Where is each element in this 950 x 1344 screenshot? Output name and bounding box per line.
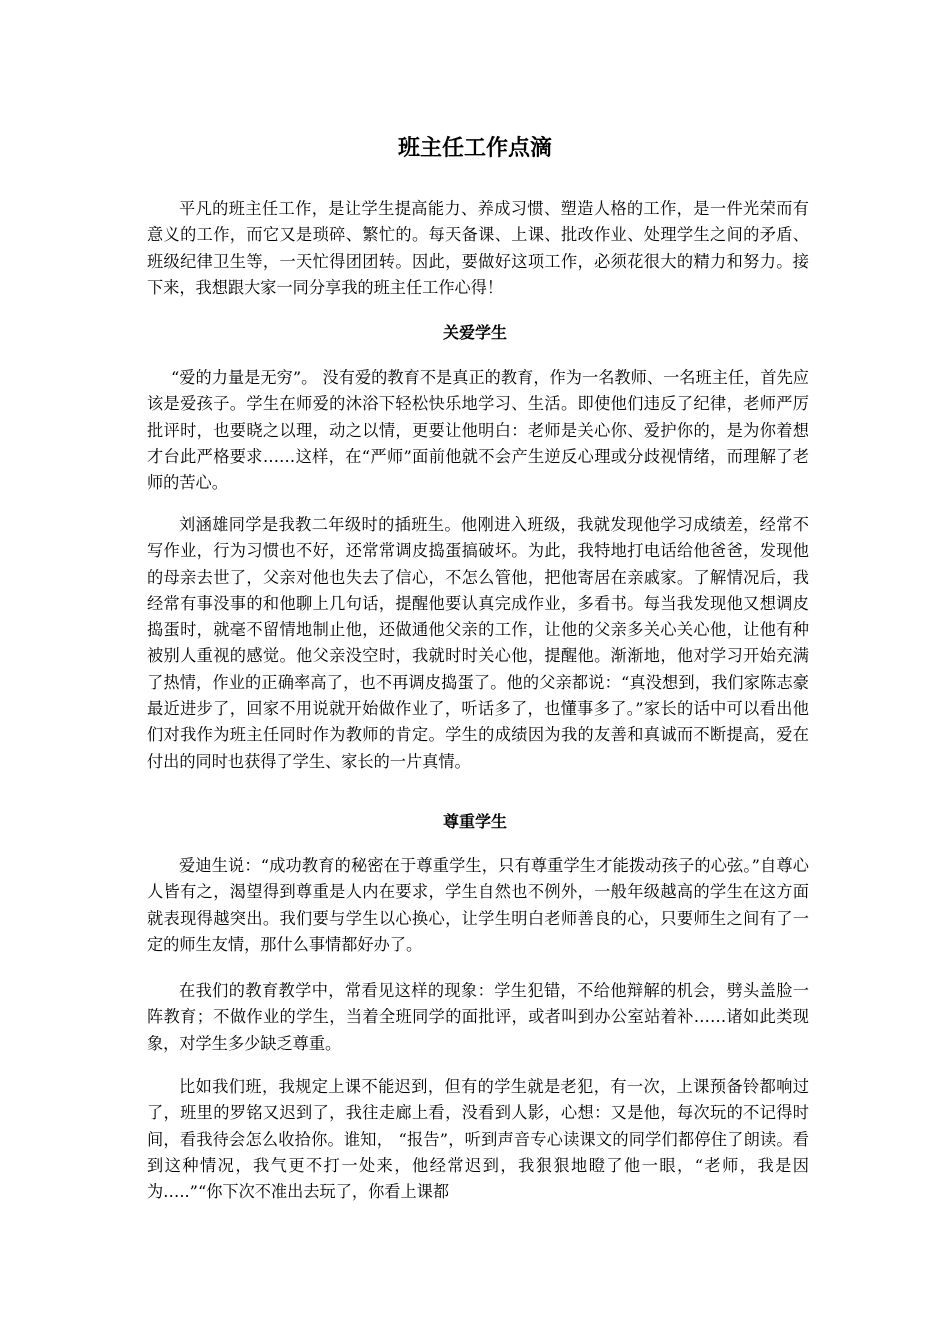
intro-paragraph: 平凡的班主任工作，是让学生提高能力、养成习惯、塑造人格的工作，是一件光荣而有意义的工作，而它又是琐碎、繁忙的。每天备课、上课、批改作业、处理学生之间的矛盾、班级纪律卫生等，一天忙得团团转。因此，要做好这项工作，必须花很大的精力和努力。接下来，我想跟大家一同分享我的班主任工作心得！	[147, 199, 809, 297]
respect-paragraph-2: 在我们的教育教学中，常看见这样的现象：学生犯错，不给他辩解的机会，劈头盖脸一阵教育；不做作业的学生，当着全班同学的面批评，或者叫到办公室站着补……诸如此类现象，对学生多少缺乏尊重。	[147, 981, 809, 1053]
section-heading-care: 关爱学生	[442, 323, 507, 342]
care-paragraph-1: “爱的力量是无穷”。 没有爱的教育不是真正的教育，作为一名教师、一名班主任，首先应该是爱孩子。学生在师爱的沐浴下轻松快乐地学习、生活。即使他们违反了纪律，老师严厉批评时，也要晓之以理，动之以情，更要让他明白：老师是关心你、爱护你的，是为你着想才台此严格要求……这样，在“严师”面前他就不会产生逆反心理或分歧视情绪，而理解了老师的苦心。	[147, 368, 809, 493]
document-title: 班主任工作点滴	[397, 136, 552, 161]
respect-paragraph-3: 比如我们班，我规定上课不能迟到，但有的学生就是老犯，有一次，上课预备铃都响过了，班里的罗铭又迟到了，我往走廊上看，没看到人影，心想：又是他，每次玩的不记得时间，看我待会怎么收拾你。谁知， “报告”，听到声音专心读课文的同学们都停住了朗读。看到这种情况，我气更不打一处来，他经常迟到，我狠狠地瞪了他一眼，“老师，我是因为…..”“你下次不准出去玩了，你看上课都	[147, 1077, 809, 1202]
respect-paragraph-1: 爱迪生说：“成功教育的秘密在于尊重学生，只有尊重学生才能拨动孩子的心弦。”自尊心人皆有之，渴望得到尊重是人内在要求，学生自然也不例外，一般年级越高的学生在这方面就表现得越突出。我们要与学生以心换心，让学生明白老师善良的心，只要师生之间有了一定的师生友情，那什么事情都好办了。	[147, 856, 809, 954]
section-heading-respect: 尊重学生	[442, 812, 507, 831]
care-paragraph-2: 刘涵雄同学是我教二年级时的插班生。他刚进入班级，我就发现他学习成绩差，经常不写作业，行为习惯也不好，还常常调皮捣蛋搞破坏。为此，我特地打电话给他爸爸，发现他的母亲去世了，父亲对他也失去了信心，不怎么管他，把他寄居在亲戚家。了解情况后，我经常有事没事的和他聊上几句话，提醒他要认真完成作业，多看书。每当我发现他又想调皮捣蛋时，就毫不留情地制止他，还做通他父亲的工作，让他的父亲多关心关心他，让他有种被别人重视的感觉。他父亲没空时，我就时时关心他，提醒他。渐渐地，他对学习开始充满了热情，作业的正确率高了，也不再调皮捣蛋了。他的父亲都说：“真没想到，我们家陈志豪最近进步了，回家不用说就开始做作业了，听话多了，也懂事多了。”家长的话中可以看出他们对我作为班主任同时作为教师的肯定。学生的成绩因为我的友善和真诚而不断提高，爱在付出的同时也获得了学生、家长的一片真情。	[147, 515, 809, 771]
